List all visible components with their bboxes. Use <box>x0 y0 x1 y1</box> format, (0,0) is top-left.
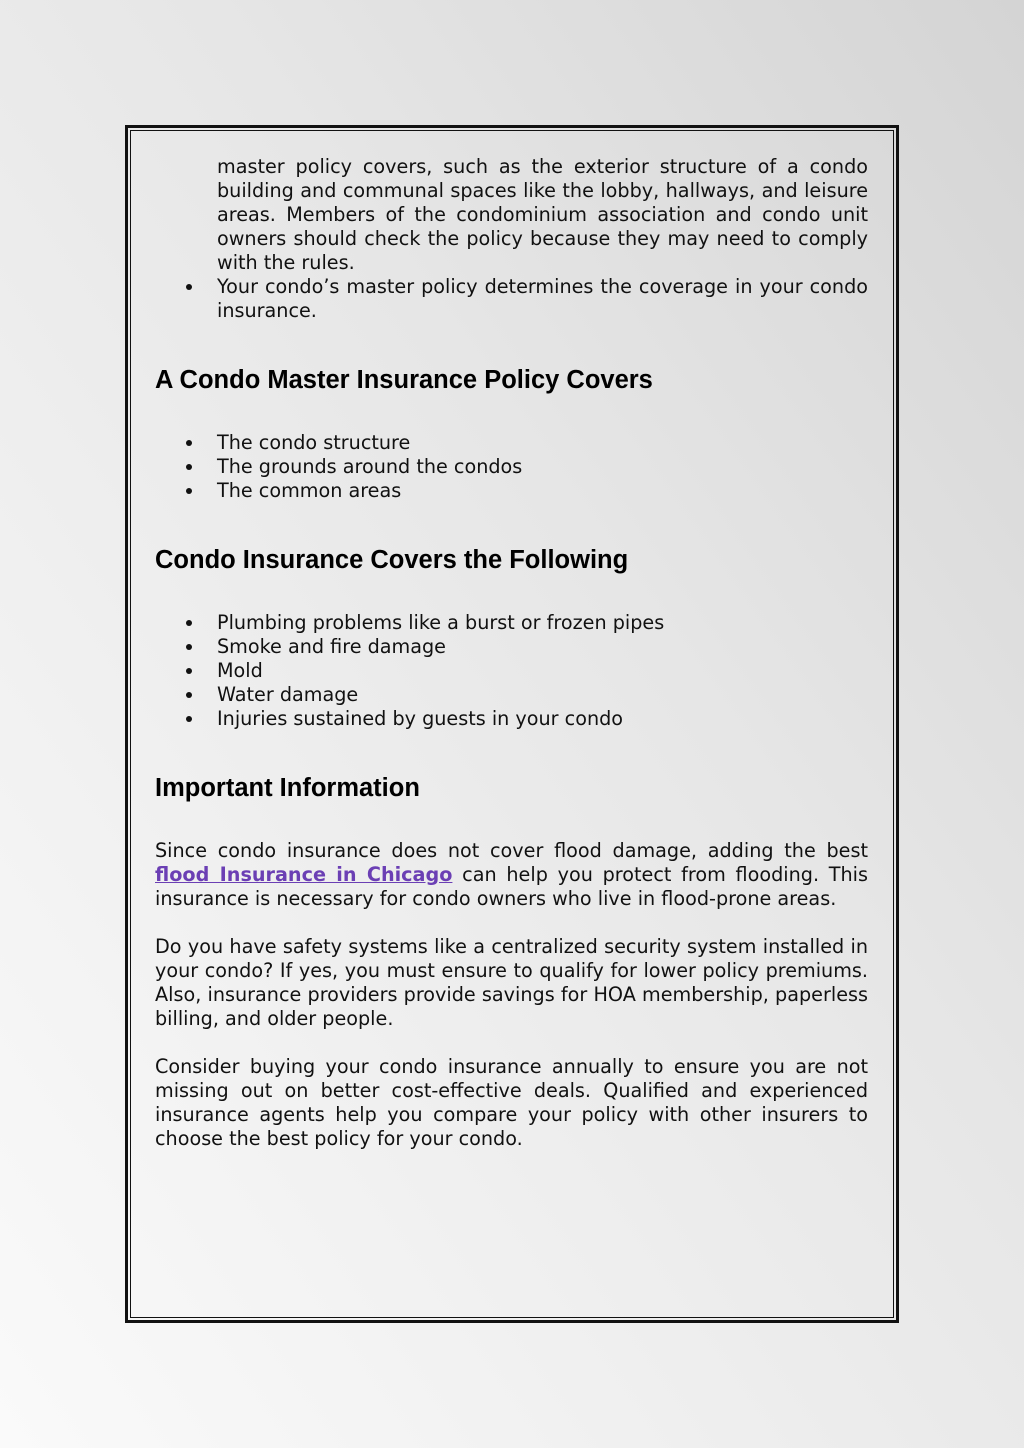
list-item: Water damage <box>217 683 868 707</box>
condo-coverage-list <box>155 611 868 731</box>
paragraph-flood <box>155 839 868 911</box>
list-item: Your condo’s master policy determines the coverage in your condo insurance. <box>217 275 868 322</box>
heading-important-information: Important Information <box>155 774 420 802</box>
list-item: Smoke and fire damage <box>217 635 868 659</box>
document-body <box>155 155 868 1151</box>
list-item: The common areas <box>217 479 868 503</box>
paragraph-annual-review: Consider buying your condo insurance annually to ensure you are not missing out on better cost-effective deals. Qualified and experienced insurance agents help you compare your policy with other insurers to choose the best policy for your condo. <box>155 1055 868 1150</box>
intro-bullet-list <box>155 275 868 323</box>
list-item: Injuries sustained by guests in your condo <box>217 707 868 731</box>
heading-condo-coverage: Condo Insurance Covers the Following <box>155 546 629 574</box>
master-policy-list <box>155 431 868 503</box>
paragraph-safety-systems: Do you have safety systems like a centralized security system installed in your condo? If yes, you must ensure to qualify for lower policy premiums. Also, insurance providers provide savings for HOA membership, paperless billing, and older people. <box>155 935 868 1030</box>
list-item: Mold <box>217 659 868 683</box>
continued-paragraph: master policy covers, such as the exterior structure of a condo building and communal spaces like the lobby, hallways, and leisure areas. Members of the condominium association and condo unit owners should check the policy because they may need to comply with the rules. <box>217 155 868 274</box>
flood-insurance-link[interactable]: flood Insurance in Chicago <box>155 863 453 886</box>
list-item: The condo structure <box>217 431 868 455</box>
list-item: Plumbing problems like a burst or frozen pipes <box>217 611 868 635</box>
paragraph-text: can help you protect from flooding. This insurance is necessary for condo owners who live in flood-prone areas. <box>155 863 868 910</box>
heading-master-policy: A Condo Master Insurance Policy Covers <box>155 366 653 394</box>
list-item: The grounds around the condos <box>217 455 868 479</box>
paragraph-text: Since condo insurance does not cover flood damage, adding the best <box>155 839 868 862</box>
